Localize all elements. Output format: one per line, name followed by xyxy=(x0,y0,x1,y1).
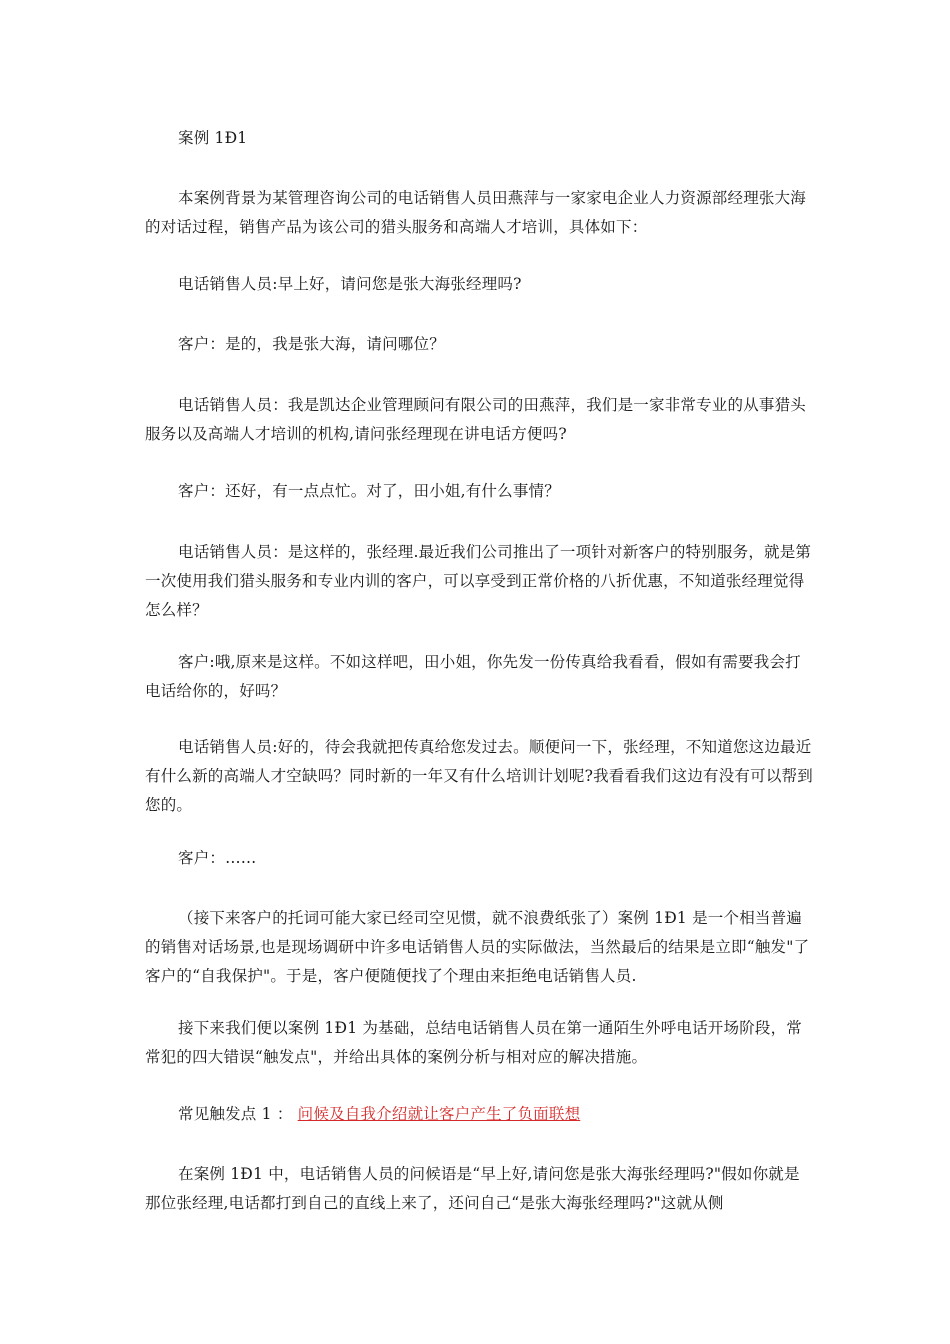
paragraph-dialog-7: 电话销售人员:好的，待会我就把传真给您发过去。顺便问一下，张经理，不知道您这边最近有什么新的高端人才空缺吗？同时新的一年又有什么培训计划呢?我看看我们这边有没有可以帮到您的。 xyxy=(145,738,813,814)
paragraph-dialog-5: 电话销售人员：是这样的，张经理.最近我们公司推出了一项针对新客户的特别服务，就是第一次使用我们猎头服务和专业内训的客户，可以享受到正常价格的八折优惠，不知道张经理觉得怎么样？ xyxy=(145,543,812,619)
paragraph-dialog-8: 客户：…… xyxy=(178,849,257,867)
paragraph-analysis-1: （接下来客户的托词可能大家已经司空见惯，就不浪费纸张了）案例 1Ð1 是一个相当普遍的销售对话场景,也是现场调研中许多电话销售人员的实际做法，当然最后的结果是立即“触发"了客户的“自我保护"。于是，客户便随便找了个理由来拒绝电话销售人员. xyxy=(145,909,810,985)
paragraph-dialog-3: 电话销售人员：我是凯达企业管理顾问有限公司的田燕萍，我们是一家非常专业的从事猎头服务以及高端人才培训的机构,请问张经理现在讲电话方便吗? xyxy=(145,396,807,443)
trigger-heading xyxy=(145,1100,813,1129)
trigger-heading-link[interactable]: 问候及自我介绍就让客户产生了负面联想 xyxy=(297,1105,581,1123)
trigger-heading-prefix: 常见触发点 1 ： xyxy=(178,1105,293,1123)
paragraph-background: 本案例背景为某管理咨询公司的电话销售人员田燕萍与一家家电企业人力资源部经理张大海的对话过程，销售产品为该公司的猎头服务和高端人才培训，具体如下： xyxy=(145,189,807,236)
paragraph-final: 在案例 1Ð1 中，电话销售人员的问候语是“早上好,请问您是张大海张经理吗?"假如你就是那位张经理,电话都打到自己的直线上来了，还问自己“是张大海张经理吗?"这就从侧 xyxy=(145,1165,800,1212)
paragraph-dialog-2: 客户：是的，我是张大海，请问哪位？ xyxy=(178,335,445,353)
paragraph-dialog-4: 客户：还好，有一点点忙。对了，田小姐,有什么事情？ xyxy=(178,482,560,500)
paragraph-dialog-1: 电话销售人员:早上好，请问您是张大海张经理吗? xyxy=(178,275,522,293)
case-title: 案例 1Ð1 xyxy=(178,129,248,147)
paragraph-analysis-2: 接下来我们便以案例 1Ð1 为基础，总结电话销售人员在第一通陌生外呼电话开场阶段，常常犯的四大错误“触发点"，并给出具体的案例分析与相对应的解决措施。 xyxy=(145,1019,802,1066)
paragraph-dialog-6: 客户:哦,原来是这样。不如这样吧，田小姐，你先发一份传真给我看看，假如有需要我会打电话给你的，好吗？ xyxy=(145,653,801,700)
